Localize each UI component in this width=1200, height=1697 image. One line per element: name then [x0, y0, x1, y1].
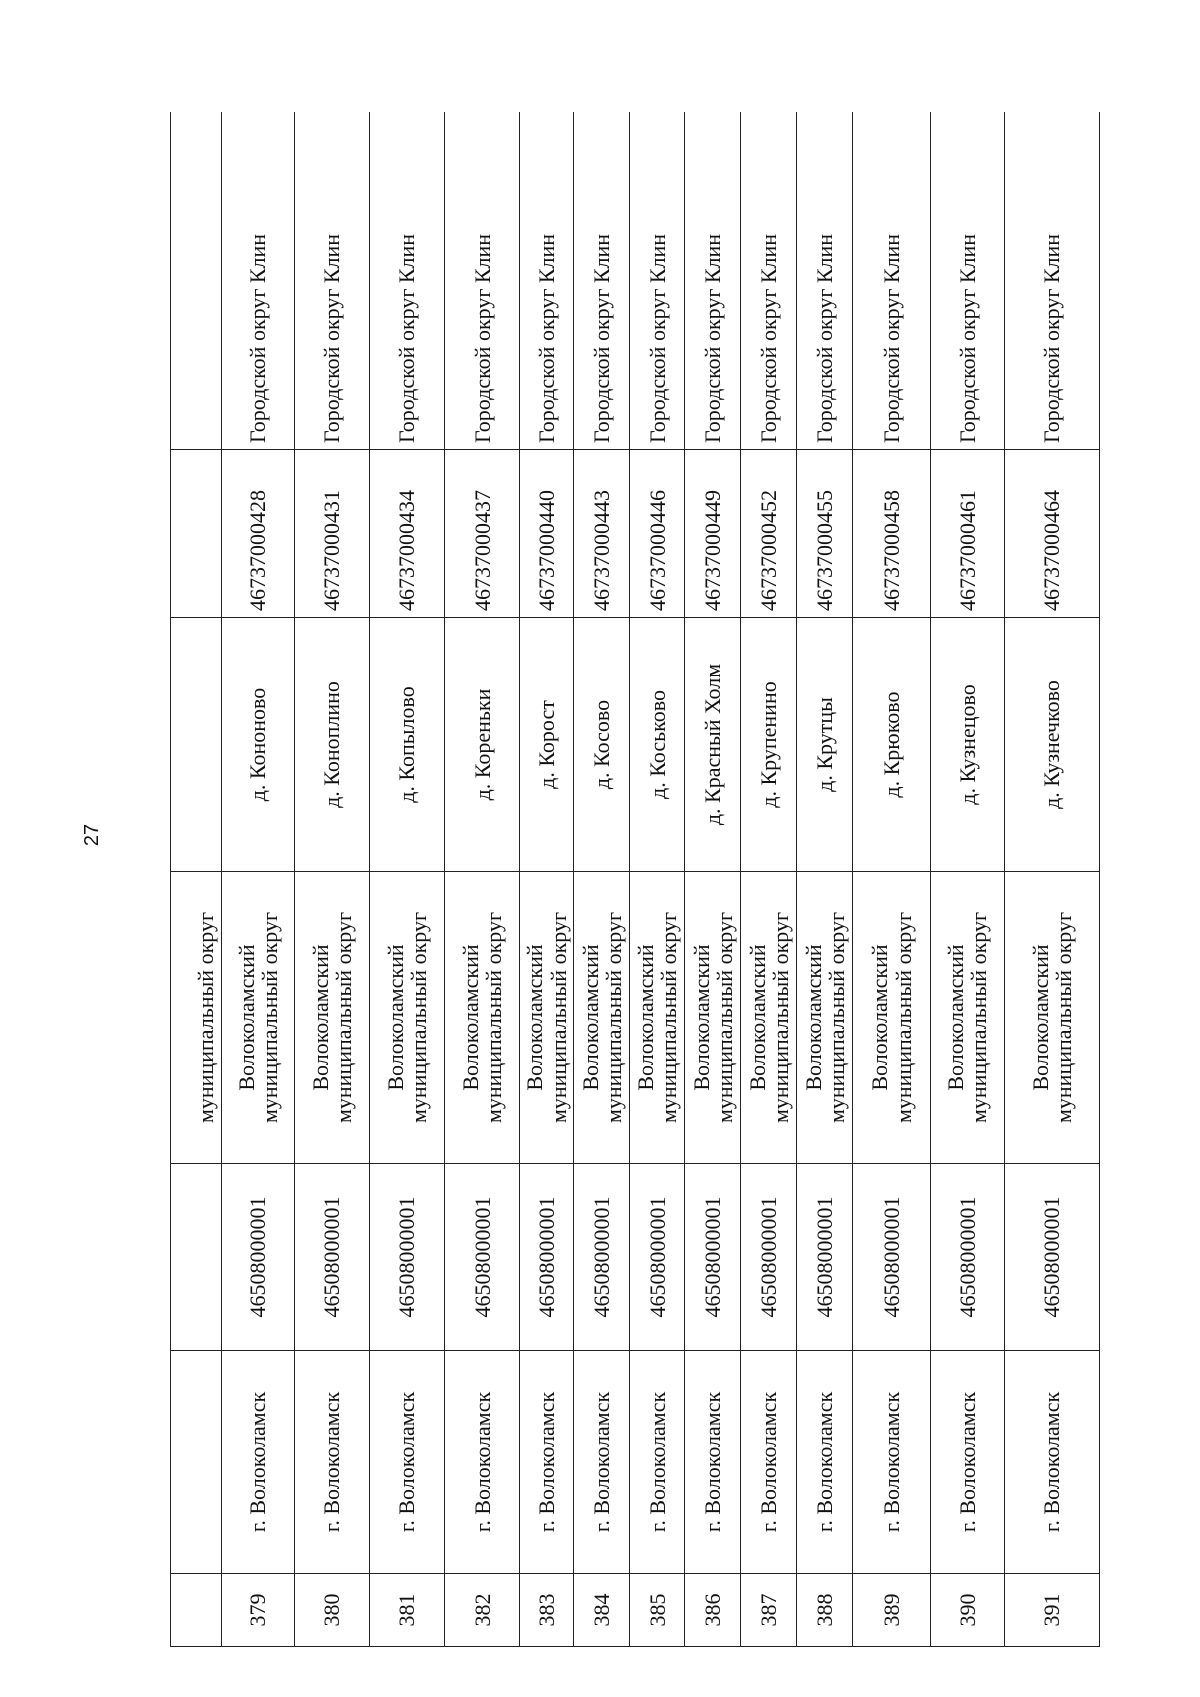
city-cell: г. Волоколамск: [574, 1351, 630, 1574]
oktmo-cell: 46508000001: [1004, 1164, 1099, 1351]
city-cell: г. Волоколамск: [445, 1351, 520, 1574]
district-cell: Городской округ Клин: [445, 112, 520, 450]
city-cell: г. Волоколамск: [930, 1351, 1004, 1574]
municipality-cell: Волоколамский муниципальный округ: [930, 872, 1004, 1164]
municipality-cell: Волоколамский муниципальный округ: [685, 872, 741, 1164]
code-cell: 46737000428: [221, 450, 294, 618]
locality-cell: д. Кононово: [221, 618, 294, 872]
row-number: 380: [294, 1574, 369, 1647]
city-cell: г. Волоколамск: [853, 1351, 930, 1574]
municipality-cell: Волоколамский муниципальный округ: [853, 872, 930, 1164]
header-city-cell: [171, 1351, 222, 1574]
page-number: 27: [81, 823, 103, 847]
locality-cell: д. Крупенино: [741, 618, 797, 872]
oktmo-cell: 46508000001: [630, 1164, 685, 1351]
header-fragment-row: [171, 112, 222, 1647]
district-cell: Городской округ Клин: [797, 112, 853, 450]
municipality-cell: Волоколамский муниципальный округ: [630, 872, 685, 1164]
municipality-cell: Волоколамский муниципальный округ: [445, 872, 520, 1164]
table-row: [445, 112, 520, 1647]
locality-cell: д. Кузнечково: [1004, 618, 1099, 872]
header-num-cell: [171, 1574, 222, 1647]
table-row: [930, 112, 1004, 1647]
city-cell: г. Волоколамск: [741, 1351, 797, 1574]
municipality-cell: Волоколамский муниципальный округ: [520, 872, 574, 1164]
table-row: [294, 112, 369, 1647]
row-number: 389: [853, 1574, 930, 1647]
oktmo-cell: 46508000001: [369, 1164, 444, 1351]
district-cell: Городской округ Клин: [574, 112, 630, 450]
city-cell: г. Волоколамск: [685, 1351, 741, 1574]
header-locality-cell: [171, 618, 222, 872]
city-cell: г. Волоколамск: [630, 1351, 685, 1574]
oktmo-cell: 46508000001: [853, 1164, 930, 1351]
city-cell: г. Волоколамск: [797, 1351, 853, 1574]
city-cell: г. Волоколамск: [369, 1351, 444, 1574]
city-cell: г. Волоколамск: [1004, 1351, 1099, 1574]
table-row: [797, 112, 853, 1647]
locality-cell: д. Крутцы: [797, 618, 853, 872]
code-cell: 46737000455: [797, 450, 853, 618]
municipality-cell: Волоколамский муниципальный округ: [1004, 872, 1099, 1164]
table-row: [221, 112, 294, 1647]
row-number: 382: [445, 1574, 520, 1647]
locality-cell: д. Корост: [520, 618, 574, 872]
locality-cell: д. Копылово: [369, 618, 444, 872]
municipality-cell: Волоколамский муниципальный округ: [574, 872, 630, 1164]
oktmo-cell: 46508000001: [685, 1164, 741, 1351]
locality-cell: д. Кореньки: [445, 618, 520, 872]
row-number: 383: [520, 1574, 574, 1647]
row-number: 386: [685, 1574, 741, 1647]
header-district-cell: [171, 112, 222, 450]
table-row: [853, 112, 930, 1647]
table-row: [1004, 112, 1099, 1647]
row-number: 391: [1004, 1574, 1099, 1647]
row-number: 379: [221, 1574, 294, 1647]
district-cell: Городской округ Клин: [369, 112, 444, 450]
municipality-cell: Волоколамский муниципальный округ: [369, 872, 444, 1164]
table-row: [369, 112, 444, 1647]
district-cell: Городской округ Клин: [853, 112, 930, 450]
table-row: [520, 112, 574, 1647]
row-number: 385: [630, 1574, 685, 1647]
district-cell: Городской округ Клин: [221, 112, 294, 450]
code-cell: 46737000443: [574, 450, 630, 618]
municipality-cell: Волоколамский муниципальный округ: [741, 872, 797, 1164]
table-body: [171, 112, 1100, 1647]
rotated-table-frame: [170, 112, 1100, 1647]
header-muni-cell: муниципальный округ: [171, 872, 222, 1164]
district-cell: Городской округ Клин: [685, 112, 741, 450]
code-cell: 46737000452: [741, 450, 797, 618]
settlement-table: [170, 112, 1100, 1647]
oktmo-cell: 46508000001: [221, 1164, 294, 1351]
locality-cell: д. Кузнецово: [930, 618, 1004, 872]
header-code-cell: [171, 450, 222, 618]
municipality-cell: Волоколамский муниципальный округ: [797, 872, 853, 1164]
district-cell: Городской округ Клин: [1004, 112, 1099, 450]
city-cell: г. Волоколамск: [294, 1351, 369, 1574]
row-number: 387: [741, 1574, 797, 1647]
district-cell: Городской округ Клин: [930, 112, 1004, 450]
locality-cell: д. Красный Холм: [685, 618, 741, 872]
oktmo-cell: 46508000001: [520, 1164, 574, 1351]
district-cell: Городской округ Клин: [520, 112, 574, 450]
locality-cell: д. Косово: [574, 618, 630, 872]
code-cell: 46737000461: [930, 450, 1004, 618]
code-cell: 46737000446: [630, 450, 685, 618]
oktmo-cell: 46508000001: [930, 1164, 1004, 1351]
oktmo-cell: 46508000001: [741, 1164, 797, 1351]
table-row: [630, 112, 685, 1647]
district-cell: Городской округ Клин: [294, 112, 369, 450]
oktmo-cell: 46508000001: [445, 1164, 520, 1351]
code-cell: 46737000440: [520, 450, 574, 618]
locality-cell: д. Коноплино: [294, 618, 369, 872]
code-cell: 46737000434: [369, 450, 444, 618]
municipality-cell: Волоколамский муниципальный округ: [294, 872, 369, 1164]
table-row: [741, 112, 797, 1647]
code-cell: 46737000458: [853, 450, 930, 618]
row-number: 390: [930, 1574, 1004, 1647]
table-row: [574, 112, 630, 1647]
code-cell: 46737000437: [445, 450, 520, 618]
municipality-cell: Волоколамский муниципальный округ: [221, 872, 294, 1164]
row-number: 384: [574, 1574, 630, 1647]
code-cell: 46737000449: [685, 450, 741, 618]
district-cell: Городской округ Клин: [741, 112, 797, 450]
locality-cell: д. Крюково: [853, 618, 930, 872]
oktmo-cell: 46508000001: [574, 1164, 630, 1351]
table-row: [685, 112, 741, 1647]
oktmo-cell: 46508000001: [797, 1164, 853, 1351]
row-number: 388: [797, 1574, 853, 1647]
district-cell: Городской округ Клин: [630, 112, 685, 450]
row-number: 381: [369, 1574, 444, 1647]
city-cell: г. Волоколамск: [221, 1351, 294, 1574]
code-cell: 46737000464: [1004, 450, 1099, 618]
oktmo-cell: 46508000001: [294, 1164, 369, 1351]
city-cell: г. Волоколамск: [520, 1351, 574, 1574]
header-oktmo-cell: [171, 1164, 222, 1351]
locality-cell: д. Коськово: [630, 618, 685, 872]
code-cell: 46737000431: [294, 450, 369, 618]
